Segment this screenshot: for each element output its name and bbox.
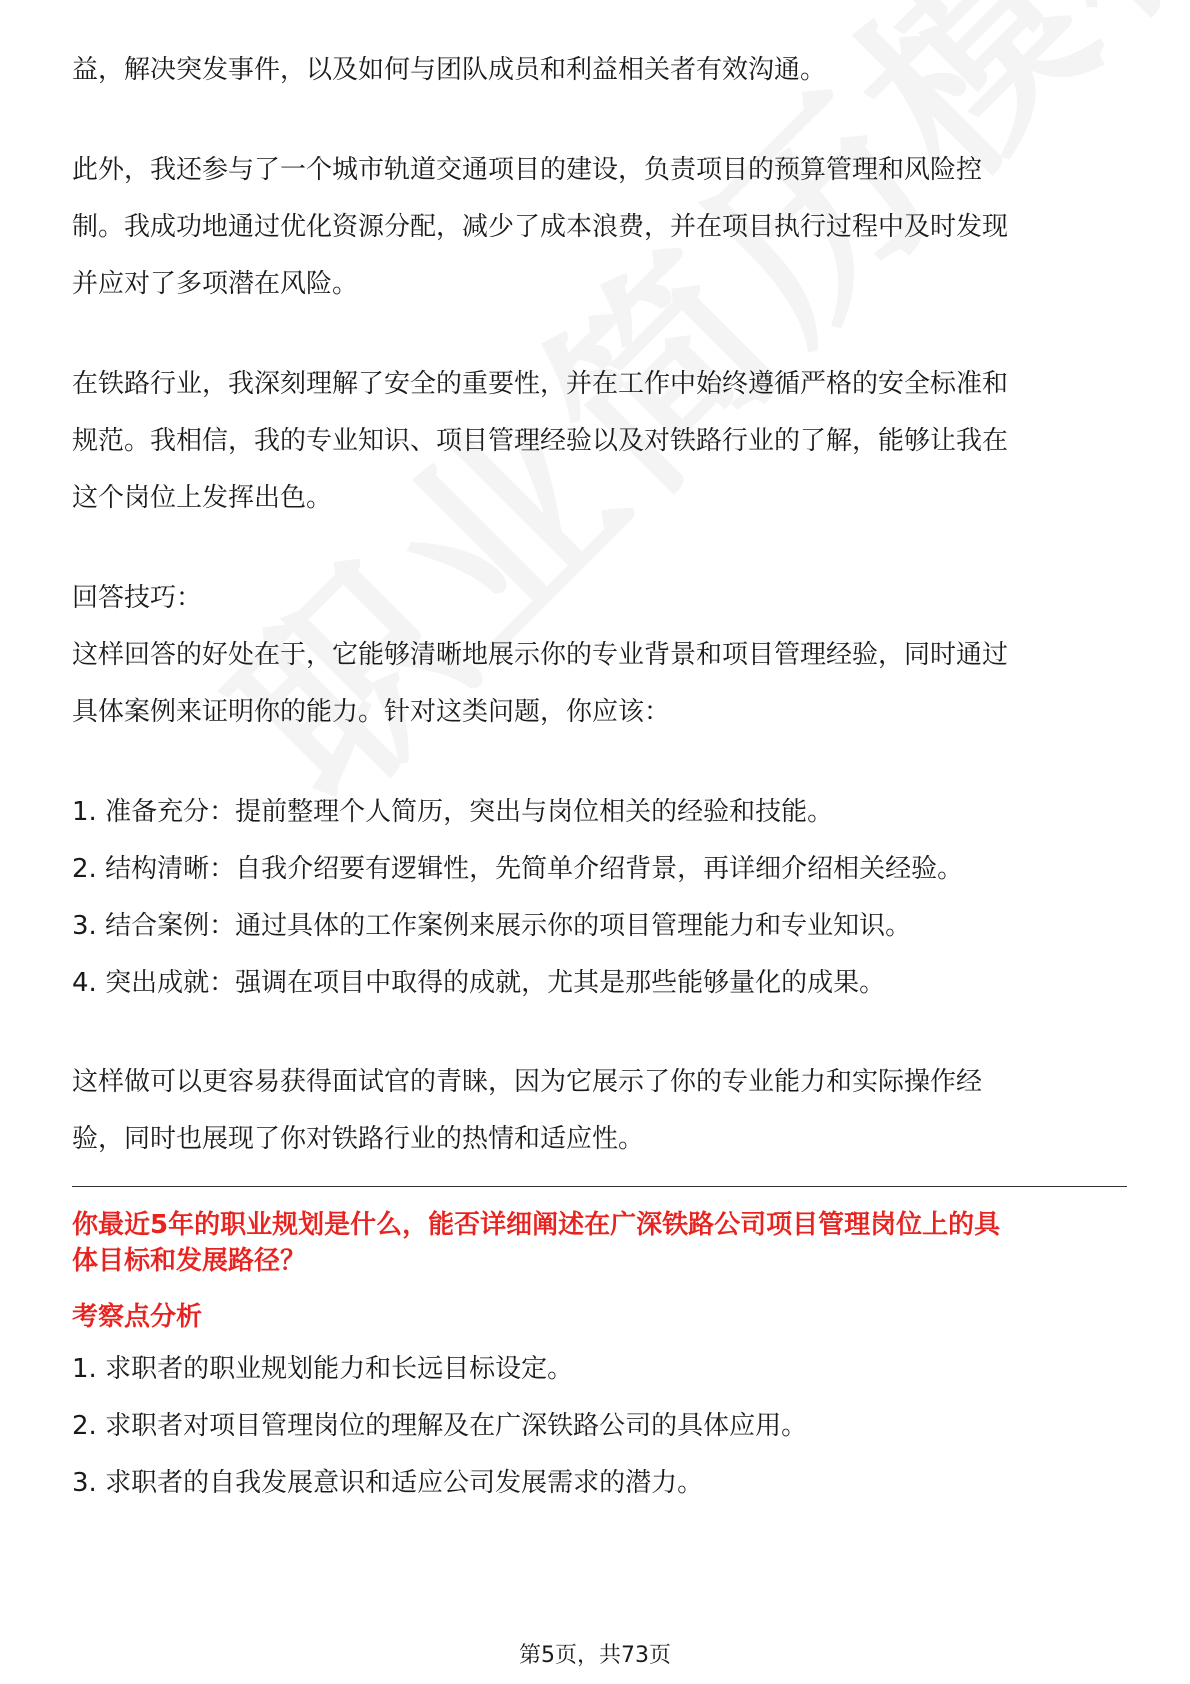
analysis-list-item: 2. 求职者对项目管理岗位的理解及在广深铁路公司的具体应用。 — [72, 1411, 808, 1441]
document-body — [72, 42, 1122, 1512]
tips-list-item: 2. 结构清晰：自我介绍要有逻辑性，先简单介绍背景，再详细介绍相关经验。 — [72, 854, 964, 884]
page-number: 第5页，共73页 — [519, 1643, 671, 1668]
analysis-list-item: 3. 求职者的自我发展意识和适应公司发展需求的潜力。 — [72, 1468, 704, 1498]
tips-list-item: 4. 突出成就：强调在项目中取得的成就，尤其是那些能够量化的成果。 — [72, 968, 886, 998]
analysis-heading: 考察点分析 — [72, 1302, 203, 1332]
section-divider — [72, 1186, 1127, 1187]
analysis-list-item: 1. 求职者的职业规划能力和长远目标设定。 — [72, 1354, 574, 1384]
tips-body: 这样回答的好处在于，它能够清晰地展示你的专业背景和项目管理经验，同时通过 具体案例来证明你的能力。针对这类问题，你应该： — [72, 640, 1009, 727]
analysis-list — [72, 1341, 1122, 1512]
tips-list-item: 1. 准备充分：提前整理个人简历，突出与岗位相关的经验和技能。 — [72, 797, 834, 827]
tips-list-item: 3. 结合案例：通过具体的工作案例来展示你的项目管理能力和专业知识。 — [72, 911, 912, 941]
tips-list — [72, 784, 1122, 1012]
paragraph-1: 益，解决突发事件，以及如何与团队成员和利益相关者有效沟通。 — [72, 55, 827, 85]
paragraph-3: 在铁路行业，我深刻理解了安全的重要性，并在工作中始终遵循严格的安全标准和 规范。我相信，我的专业知识、项目管理经验以及对铁路行业的了解，能够让我在 这个岗位上发挥出色。 — [72, 369, 1009, 513]
paragraph-2: 此外，我还参与了一个城市轨道交通项目的建设，负责项目的预算管理和风险控 制。我成功地通过优化资源分配，减少了成本浪费，并在项目执行过程中及时发现 并应对了多项潜在风险。 — [72, 155, 1009, 299]
tips-heading: 回答技巧： — [72, 583, 203, 613]
tips-conclusion: 这样做可以更容易获得面试官的青睐，因为它展示了你的专业能力和实际操作经 验，同时也展现了你对铁路行业的热情和适应性。 — [72, 1067, 983, 1154]
question-title: 你最近5年的职业规划是什么，能否详细阐述在广深铁路公司项目管理岗位上的具 体目标和发展路径？ — [72, 1210, 1001, 1276]
